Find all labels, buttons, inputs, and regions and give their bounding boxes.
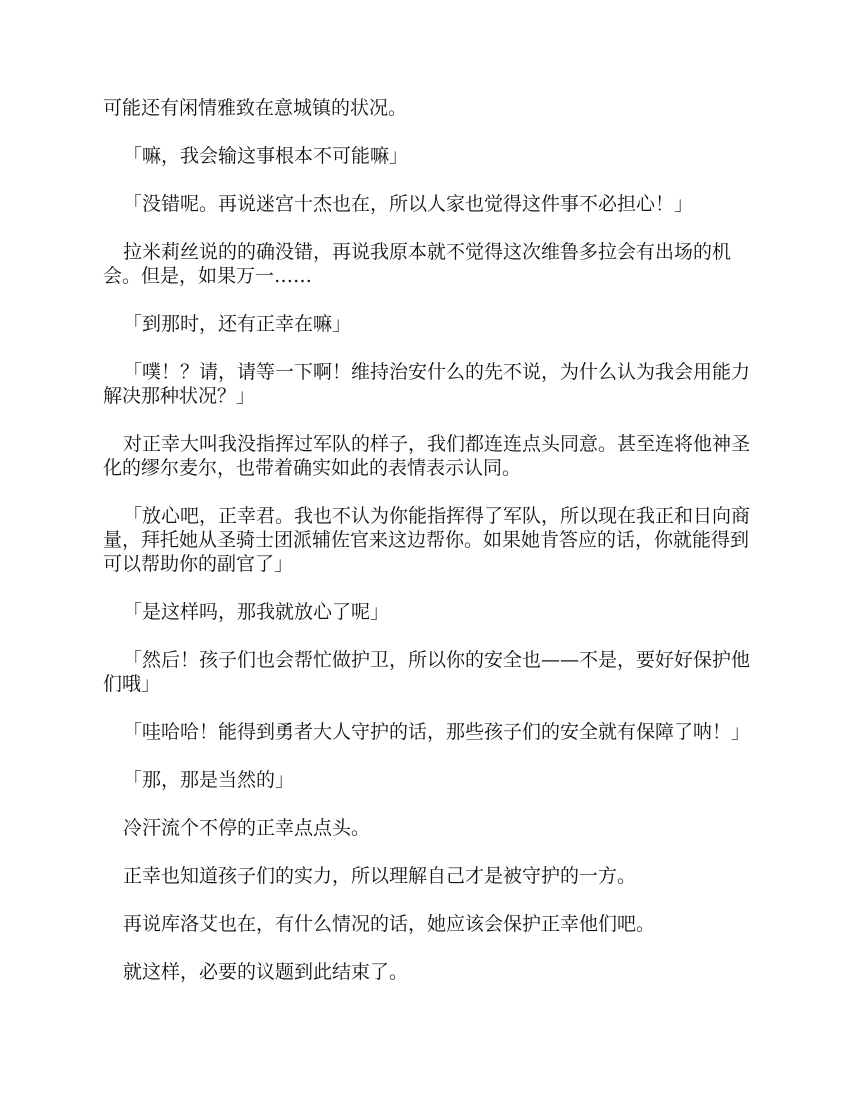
paragraph-11: 「哇哈哈！能得到勇者大人守护的话，那些孩子们的安全就有保障了呐！」 (123, 721, 751, 743)
paragraph-14: 正幸也知道孩子们的实力，所以理解自己才是被守护的一方。 (123, 865, 637, 887)
paragraph-9: 「是这样吗，那我就放心了呢」 (123, 601, 390, 623)
paragraph-1: 可能还有闲情雅致在意城镇的状况。 (103, 97, 408, 119)
paragraph-5: 「到那时，还有正幸在嘛」 (123, 313, 352, 335)
paragraph-8: 「放心吧，正幸君。我也不认为你能指挥得了军队，所以现在我正和日向商量，拜托她从圣骑士团派辅佐官来这边帮你。如果她肯答应的话，你就能得到可以帮助你的副官了」 (103, 505, 751, 575)
paragraph-3: 「没错呢。再说迷宫十杰也在，所以人家也觉得这件事不必担心！」 (123, 193, 694, 215)
document-body (103, 96, 753, 1008)
paragraph-10: 「然后！孩子们也会帮忙做护卫，所以你的安全也——不是，要好好保护他们哦」 (103, 649, 751, 695)
paragraph-2: 「嘛，我会输这事根本不可能嘛」 (123, 145, 409, 167)
paragraph-15: 再说库洛艾也在，有什么情况的话，她应该会保护正幸他们吧。 (123, 913, 656, 935)
paragraph-4: 拉米莉丝说的的确没错，再说我原本就不觉得这次维鲁多拉会有出场的机会。但是，如果万一…… (103, 241, 732, 287)
paragraph-13: 冷汗流个不停的正幸点点头。 (123, 817, 371, 839)
paragraph-6: 「噗！？请，请等一下啊！维持治安什么的先不说，为什么认为我会用能力解决那种状况？」 (103, 361, 751, 407)
paragraph-7: 对正幸大叫我没指挥过军队的样子，我们都连连点头同意。甚至连将他神圣化的缪尔麦尔，也带着确实如此的表情表示认同。 (103, 433, 751, 479)
paragraph-16: 就这样，必要的议题到此结束了。 (123, 961, 409, 983)
paragraph-12: 「那，那是当然的」 (123, 769, 295, 791)
